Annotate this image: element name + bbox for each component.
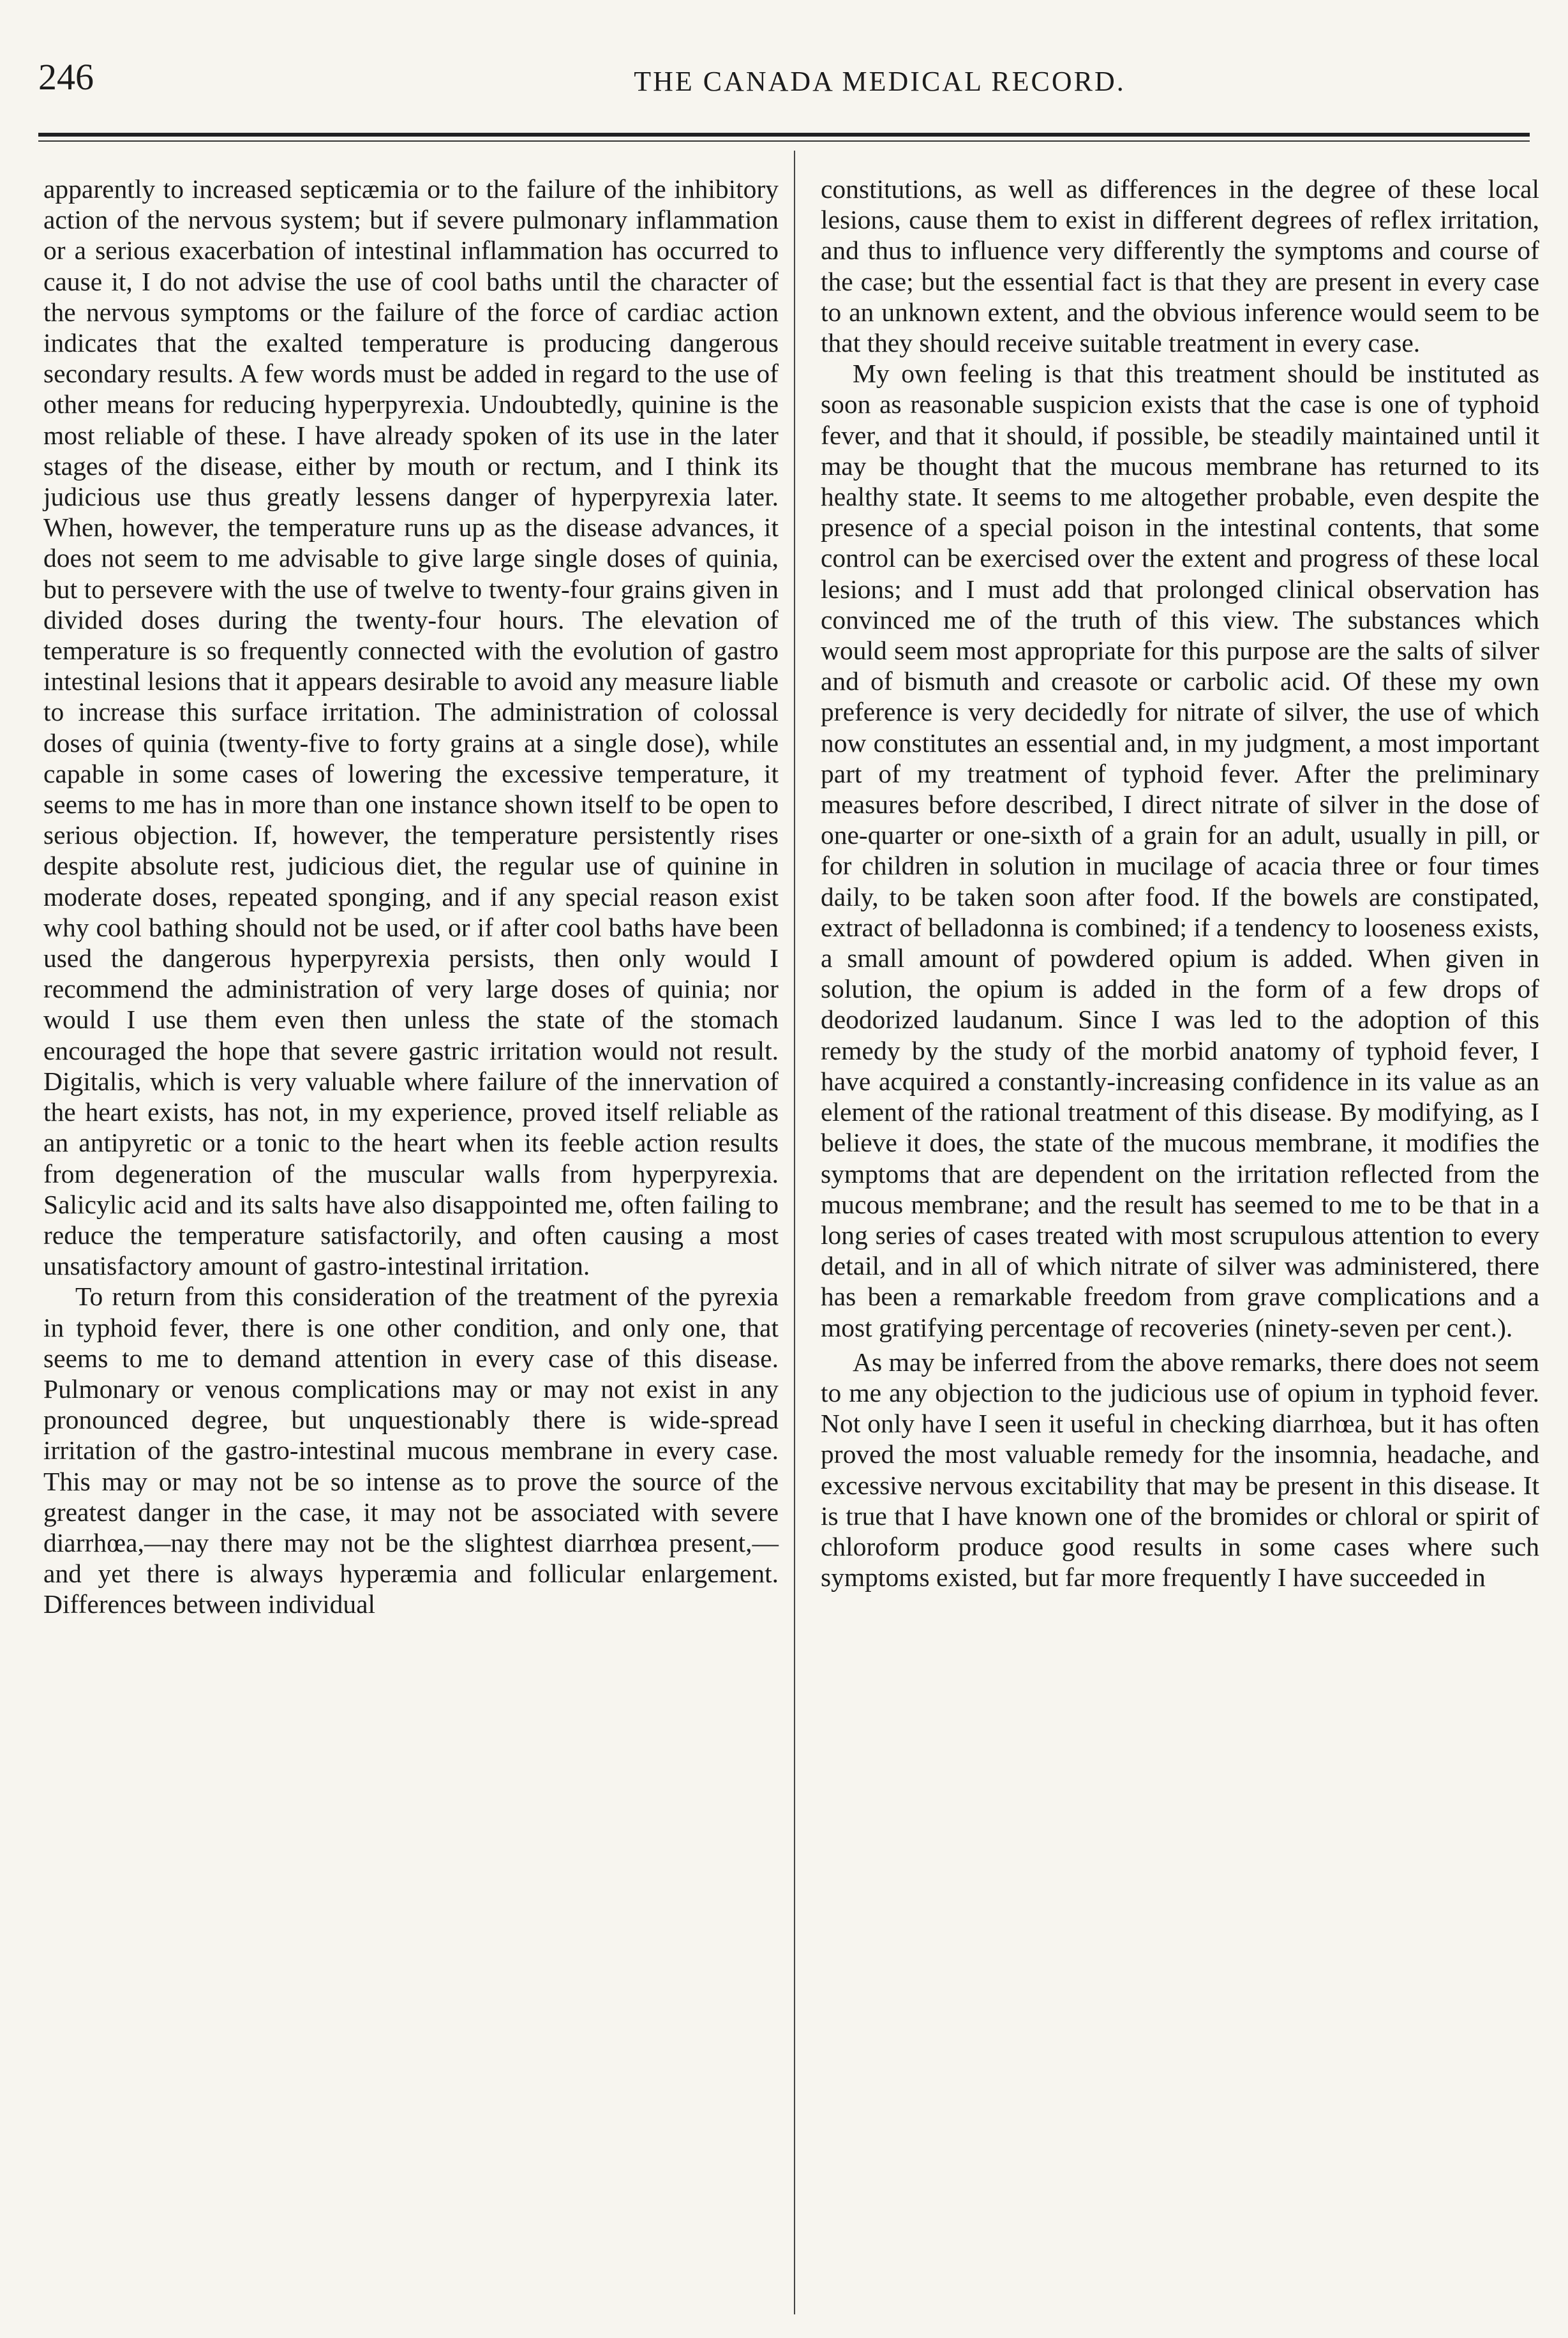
page-number: 246: [38, 56, 94, 98]
header-rule-thick: [38, 133, 1530, 137]
left-paragraph-2: To return from this consideration of the treatment of the pyrexia in typhoid fever, there is one other condition, and only one, that seems to me to demand attention in every case of this disease. Pulmonary or venous complications may or may not exist in any pronounced degree, but unquestionably there is wide-spread irritation of the gastro-intestinal mucous membrane in every case. This may or may not be so intense as to prove the source of the greatest danger in the case, it may not be associated with severe diarrhœa,—nay there may not be the slightest diarrhœa present,—and yet there is always hyperæmia and follicular enlargement. Differences between individual: [43, 1282, 779, 1619]
right-paragraph-2: My own feeling is that this treatment should be instituted as soon as reasonable suspicion exists that the case is one of typhoid fever, and that it should, if possible, be steadily maintained until it may be thought that the mucous membrane has returned to its healthy state. It seems to me altogether probable, even despite the presence of a special poison in the intestinal contents, that some control can be exercised over the extent and progress of these local lesions; and I must add that prolonged clinical observation has convinced me of the truth of this view. The substances which would seem most appropriate for this purpose are the salts of silver and of bismuth and creasote or carbolic acid. Of these my own preference is very decidedly for nitrate of silver, the use of which now constitutes an essential and, in my judgment, a most important part of my treatment of typhoid fever. After the preliminary measures before described, I direct nitrate of silver in the dose of one-quarter or one-sixth of a grain for an adult, usually in pill, or for children in solution in mucilage of acacia three or four times daily, to be taken soon after food. If the bowels are constipated, extract of belladonna is combined; if a tendency to looseness exists, a small amount of powdered opium is added. When given in solution, the opium is added in the form of a few drops of deodorized laudanum. Since I was led to the adoption of this remedy by the study of the morbid anatomy of typhoid fever, I have acquired a constantly-increasing confidence in its value as an element of the rational treatment of this disease. By modifying, as I believe it does, the state of the mucous membrane, it modifies the symptoms that are dependent on the irritation reflected from the mucous membrane; and the result has seemed to me to be that in a long series of cases treated with most scrupulous attention to every detail, and in all of which nitrate of silver was administered, there has been a remarkable freedom from grave complications and a most gratifying percentage of recoveries (ninety-seven per cent.).: [821, 359, 1539, 1342]
right-paragraph-3: As may be inferred from the above remarks, there does not seem to me any objection to the judicious use of opium in typhoid fever. Not only have I seen it useful in checking diarrhœa, but it has often proved the most valuable remedy for the insomnia, headache, and excessive nervous excitability that may be present in this disease. It is true that I have known one of the bromides or chloral or spirit of chloroform produce good results in some cases where such symptoms existed, but far more frequently I have succeeded in: [821, 1347, 1539, 1592]
page-header: [38, 56, 1530, 110]
header-rule-thin: [38, 140, 1530, 142]
journal-title: THE CANADA MEDICAL RECORD.: [634, 66, 1126, 97]
right-paragraph-1: constitutions, as well as differences in the degree of these local lesions, cause them to exist in different degrees of reflex irritation, and thus to influence very differently the symptoms and course of the case; but the essential fact is that they are present in every case to an unknown extent, and the obvious inference would seem to be that they should receive suitable treatment in every case.: [821, 174, 1539, 358]
column-divider: [794, 151, 795, 2314]
left-paragraph-1: apparently to increased septicæmia or to the failure of the inhibitory action of the nervous system; but if severe pulmonary inflammation or a serious exacerbation of intestinal inflammation has occurred to cause it, I do not advise the use of cool baths until the character of the nervous symptoms or the failure of the force of cardiac action indicates that the exalted temperature is producing dangerous secondary results. A few words must be added in regard to the use of other means for reducing hyperpyrexia. Undoubtedly, quinine is the most reliable of these. I have already spoken of its use in the later stages of the disease, either by mouth or rectum, and I think its judicious use thus greatly lessens danger of hyperpyrexia later. When, however, the temperature runs up as the disease advances, it does not seem to me advisable to give large single doses of quinia, but to persevere with the use of twelve to twenty-four grains given in divided doses during the twenty-four hours. The elevation of temperature is so frequently connected with the evolution of gastro intestinal lesions that it appears desirable to avoid any measure liable to increase this surface irritation. The administration of colossal doses of quinia (twenty-five to forty grains at a single dose), while capable in some cases of lowering the excessive temperature, it seems to me has in more than one instance shown itself to be open to serious objection. If, however, the temperature persistently rises despite absolute rest, judicious diet, the regular use of quinine in moderate doses, repeated sponging, and if any special reason exist why cool bathing should not be used, or if after cool baths have been used the dangerous hyperpyrexia persists, then only would I recommend the administration of very large doses of quinia; nor would I use them even then unless the state of the stomach encouraged the hope that severe gastric irritation would not result. Digitalis, which is very valuable where failure of the innervation of the heart exists, has not, in my experience, proved itself reliable as an antipyretic or a tonic to the heart when its feeble action results from degeneration of the muscular walls from hyperpyrexia. Salicylic acid and its salts have also disappointed me, often failing to reduce the temperature satisfactorily, and often causing a most unsatisfactory amount of gastro-intestinal irritation.: [43, 174, 779, 1281]
left-column: [43, 174, 779, 1620]
right-column: [821, 174, 1539, 1592]
